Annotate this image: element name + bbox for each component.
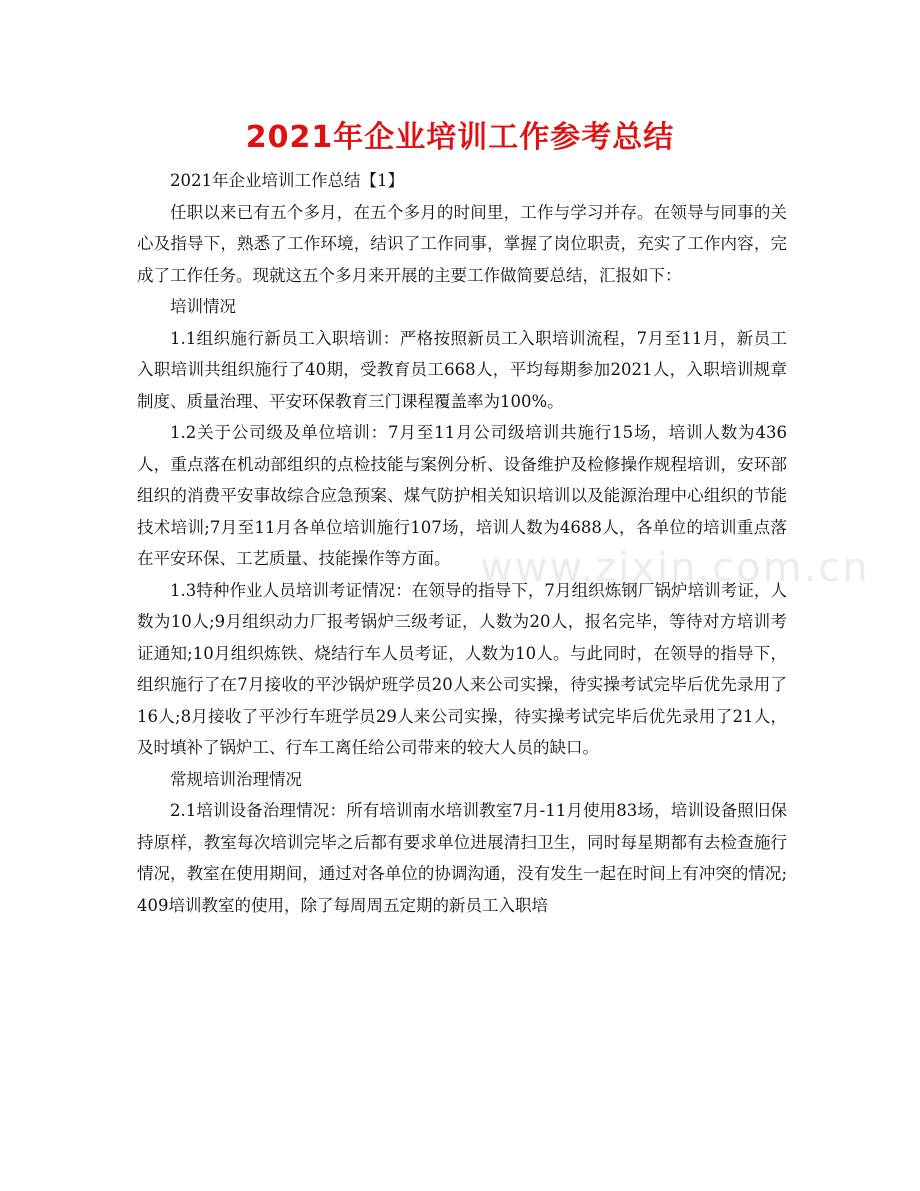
document-title: 2021年企业培训工作参考总结: [245, 120, 675, 155]
section-heading-training: 培训情况: [170, 297, 236, 316]
paragraph-1-1: 1.1组织施行新员工入职培训：严格按照新员工入职培训流程，7月至11月，新员工入职培训共组织施行了40期，受教育员工668人，平均每期参加2021人，入职培训规章制度、质量治理、平安环保教育三门课程覆盖率为100%。: [137, 328, 787, 411]
paragraph-1-2: 1.2关于公司级及单位培训：7月至11月公司级培训共施行15场，培训人数为436人，重点落在机动部组织的点检技能与案例分析、设备维护及检修操作规程培训，安环部组织的消费平安事故综合应急预案、煤气防护相关知识培训以及能源治理中心组织的节能技术培训;7月至11月各单位培训施行107场，培训人数为4688人，各单位的培训重点落在平安环保、工艺质量、技能操作等方面。: [137, 423, 787, 568]
intro-paragraph: 任职以来已有五个多月，在五个多月的时间里，工作与学习并存。在领导与同事的关心及指导下，熟悉了工作环境，结识了工作同事，掌握了岗位职责，充实了工作内容，完成了工作任务。现就这五个多月来开展的主要工作做简要总结，汇报如下：: [137, 202, 787, 285]
paragraph-2-1: 2.1培训设备治理情况：所有培训南水培训教室7月-11月使用83场，培训设备照旧保持原样，教室每次培训完毕之后都有要求单位进展清扫卫生，同时每星期都有去检查施行情况，教室在使用期间，通过对各单位的协调沟通，没有发生一起在时间上有冲突的情况;409培训教室的使用，除了每周周五定期的新员工入职培: [137, 801, 787, 915]
paragraph-1-3: 1.3特种作业人员培训考证情况：在领导的指导下，7月组织炼钢厂锅炉培训考证，人数为10人;9月组织动力厂报考锅炉三级考证，人数为20人，报名完毕，等待对方培训考证通知;10月组织炼铁、烧结行车人员考证，人数为10人。与此同时，在领导的指导下，组织施行了在7月接收的平沙锅炉班学员20人来公司实操，待实操考试完毕后优先录用了16人;8月接收了平沙行车班学员29人来公司实操，待实操考试完毕后优先录用了21人，及时填补了锅炉工、行车工离任给公司带来的较大人员的缺口。: [137, 580, 787, 757]
section-heading-1: 2021年企业培训工作总结【1】: [170, 171, 404, 190]
document-body: [137, 165, 787, 921]
watermark-text: www.zixin.com.cn: [480, 545, 870, 591]
section-heading-routine: 常规培训治理情况: [170, 769, 302, 789]
